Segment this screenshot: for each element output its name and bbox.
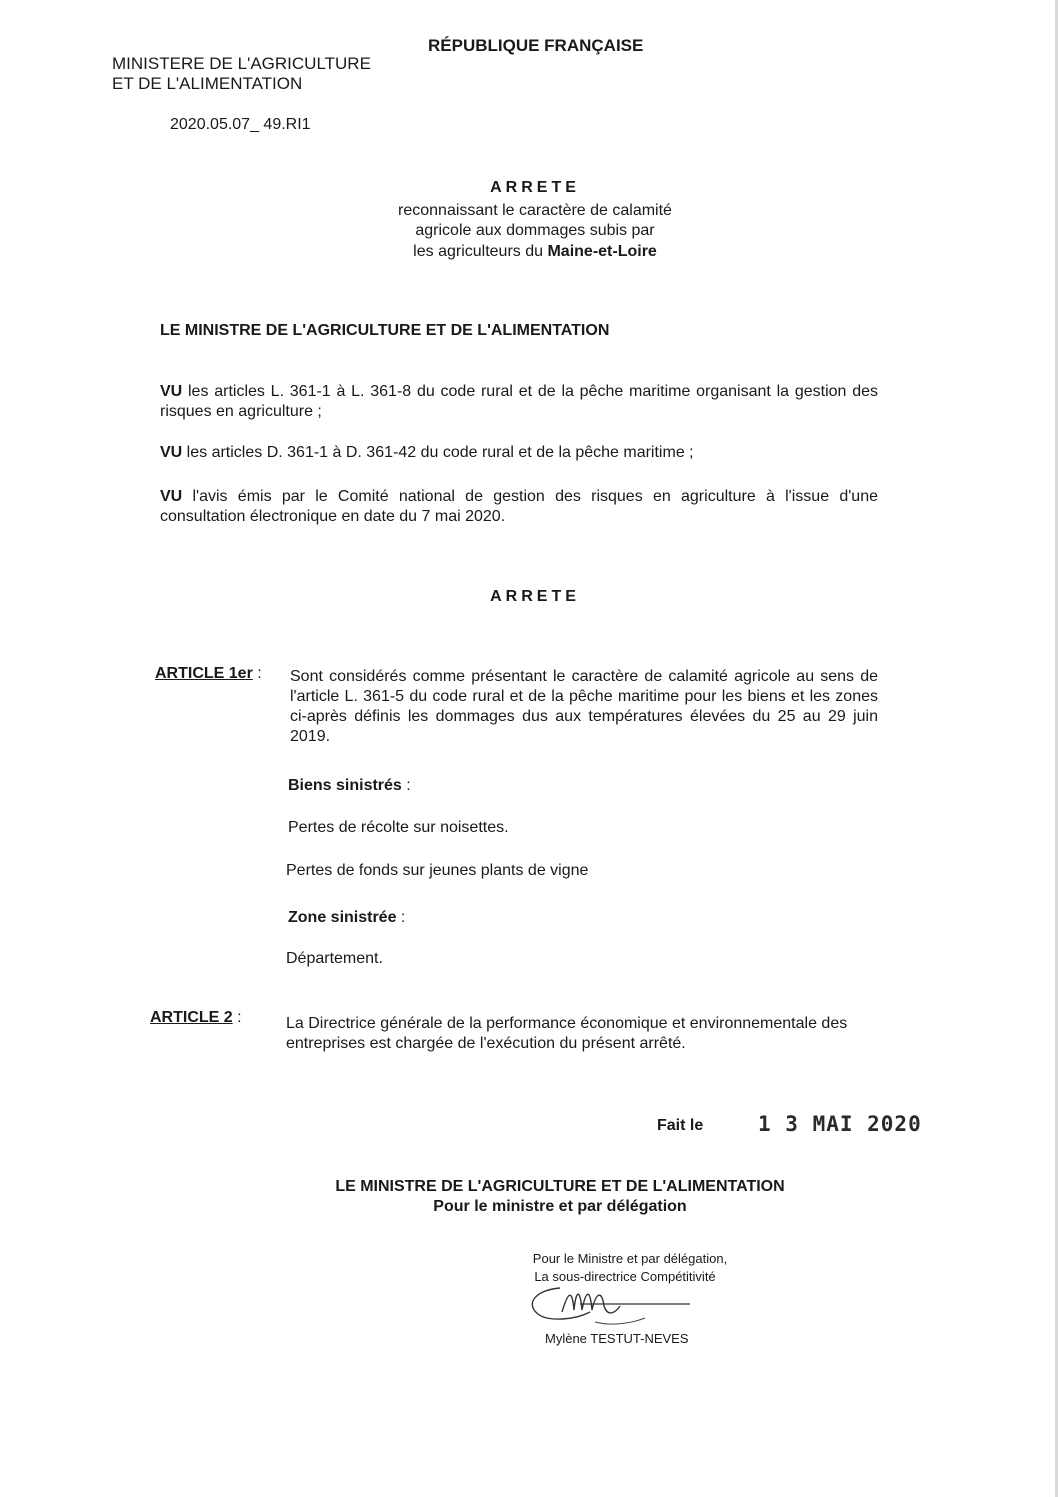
biens-sinistres-label	[288, 776, 411, 796]
visa-3-text: l'avis émis par le Comité national de gestion des risques en agriculture à l'issue d'une consultation électronique en date du 7 mai 2020.	[160, 488, 878, 525]
article2-label	[150, 1008, 242, 1028]
biens-sinistres-sep: :	[401, 777, 411, 794]
ministry-name-line2: ET DE L'ALIMENTATION	[112, 74, 303, 93]
minister-heading: LE MINISTRE DE L'AGRICULTURE ET DE L'ALIMENTATION	[160, 322, 610, 339]
title-line1: reconnaissant le caractère de calamité	[398, 202, 672, 219]
zone-sinistree-label	[288, 908, 405, 928]
visa-2	[160, 443, 878, 463]
article1-label	[155, 664, 262, 684]
article1-text: Sont considérés comme présentant le caractère de calamité agricole au sens de l'article L. 361-5 du code rural et de la pêche maritime pour les biens et les zones ci-après définis les dommages dus aux températures élevées du 25 au 29 juin 2019.	[290, 668, 878, 745]
article1-label-sep: :	[252, 665, 262, 682]
stamp-line2: La sous-directrice Compétitivité	[534, 1269, 716, 1284]
zone-value: Département.	[286, 950, 383, 967]
closing-delegation-line: Pour le ministre et par délégation	[433, 1198, 687, 1215]
visa-3	[160, 487, 878, 527]
visa-3-vu: VU	[160, 488, 183, 505]
ministry-name-line1: MINISTERE DE L'AGRICULTURE	[112, 54, 371, 73]
biens-item-2: Pertes de fonds sur jeunes plants de vigne	[286, 862, 589, 879]
date-stamp: 1 3 MAI 2020	[758, 1112, 922, 1136]
visa-1-text: les articles L. 361-1 à L. 361-8 du code rural et de la pêche maritime organisant la gestion des risques en agriculture ;	[160, 383, 878, 420]
biens-sinistres-label-text: Biens sinistrés	[288, 777, 402, 794]
article1-label-text: ARTICLE 1er	[155, 665, 253, 682]
closing-minister-line: LE MINISTRE DE L'AGRICULTURE ET DE L'ALIMENTATION	[335, 1178, 785, 1195]
title-line2: agricole aux dommages subis par	[415, 222, 655, 239]
visa-1	[160, 382, 878, 422]
republic-heading: RÉPUBLIQUE FRANÇAISE	[428, 36, 644, 55]
zone-sinistree-label-text: Zone sinistrée	[288, 909, 397, 926]
article2-label-sep: :	[232, 1009, 242, 1026]
visa-2-vu: VU	[160, 444, 183, 461]
article2-text: La Directrice générale de la performance économique et environnementale des entreprises est chargée de l'exécution du présent arrêté.	[286, 1015, 848, 1052]
document-reference: 2020.05.07_ 49.RI1	[170, 116, 311, 133]
biens-item-1: Pertes de récolte sur noisettes.	[288, 819, 509, 836]
signatory-name: Mylène TESTUT-NEVES	[545, 1331, 689, 1346]
department-name: Maine-et-Loire	[547, 243, 657, 260]
title-heading: ARRETE	[490, 179, 580, 196]
visa-1-vu: VU	[160, 383, 183, 400]
title-line3	[365, 242, 705, 262]
stamp-line1: Pour le Ministre et par délégation,	[532, 1251, 728, 1266]
title-line3-text: les agriculteurs du	[413, 243, 548, 260]
fait-le-label: Fait le	[657, 1117, 704, 1134]
zone-sinistree-sep: :	[396, 909, 406, 926]
arrete-heading: ARRETE	[490, 588, 580, 605]
article2-label-text: ARTICLE 2	[150, 1009, 233, 1026]
visa-2-text: les articles D. 361-1 à D. 361-42 du code rural et de la pêche maritime ;	[182, 444, 694, 461]
handwritten-signature	[520, 1282, 700, 1332]
